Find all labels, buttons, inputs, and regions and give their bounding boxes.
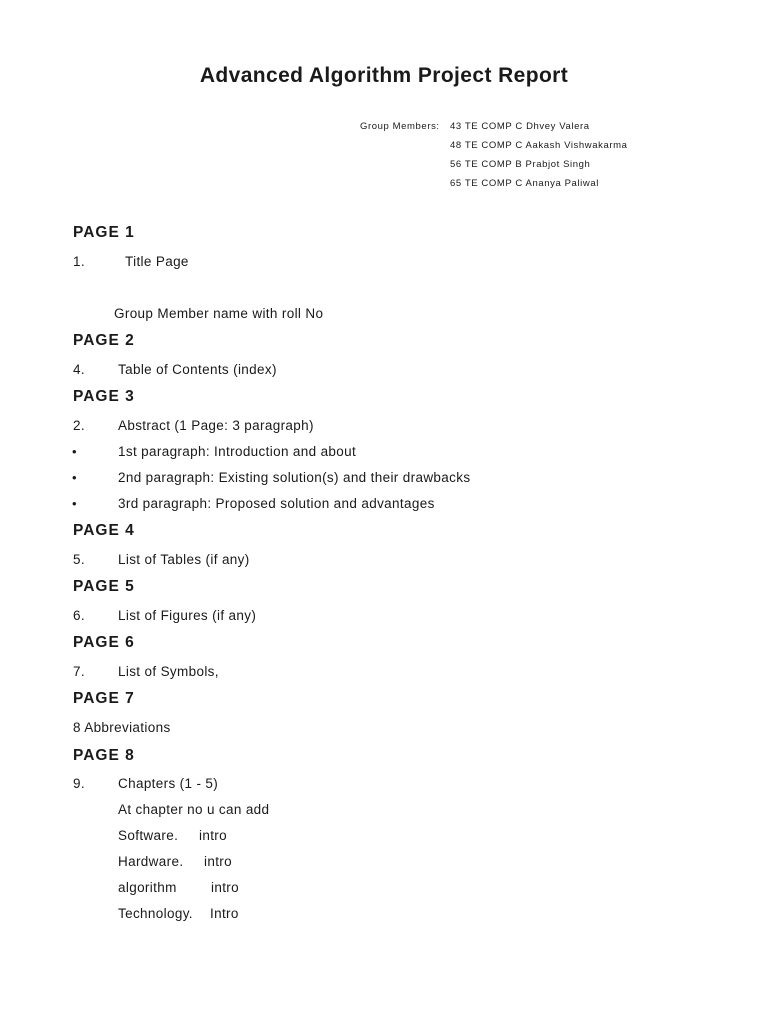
chapter-item-name: Technology. [118, 906, 193, 921]
section-heading-page-4: PAGE 4 [73, 522, 135, 539]
item-text: List of Symbols, [118, 664, 219, 679]
item-text: List of Tables (if any) [118, 552, 250, 567]
section-heading-page-2: PAGE 2 [73, 332, 135, 349]
item-text: Abstract (1 Page: 3 paragraph) [118, 418, 314, 433]
item-number: 4. [73, 362, 85, 377]
group-member-2: 48 TE COMP C Aakash Vishwakarma [450, 140, 628, 151]
bullet-icon: • [72, 496, 77, 511]
section-heading-page-1: PAGE 1 [73, 224, 135, 241]
item-text: 8 Abbreviations [73, 720, 171, 735]
page-title: Advanced Algorithm Project Report [199, 64, 569, 87]
bullet-icon: • [72, 470, 77, 485]
section-heading-page-5: PAGE 5 [73, 578, 135, 595]
bullet-icon: • [72, 444, 77, 459]
section-heading-page-8: PAGE 8 [73, 747, 135, 764]
section-heading-page-3: PAGE 3 [73, 388, 135, 405]
item-number: 7. [73, 664, 85, 679]
item-number: 5. [73, 552, 85, 567]
group-members-label: Group Members: [360, 121, 440, 132]
item-text: List of Figures (if any) [118, 608, 257, 623]
chapter-item-desc: intro [204, 854, 233, 869]
chapter-item-name: Hardware. [118, 854, 184, 869]
item-subtext: Group Member name with roll No [114, 306, 324, 321]
group-member-1: 43 TE COMP C Dhvey Valera [450, 121, 590, 132]
bullet-text: 3rd paragraph: Proposed solution and advantages [118, 496, 435, 511]
bullet-text: 2nd paragraph: Existing solution(s) and their drawbacks [118, 470, 471, 485]
item-number: 6. [73, 608, 85, 623]
item-number: 9. [73, 776, 85, 791]
chapter-item-desc: intro [199, 828, 228, 843]
item-number: 1. [73, 254, 85, 269]
item-number: 2. [73, 418, 85, 433]
chapter-note: At chapter no u can add [118, 802, 270, 817]
chapter-item-desc: intro [211, 880, 240, 895]
bullet-text: 1st paragraph: Introduction and about [118, 444, 357, 459]
group-member-3: 56 TE COMP B Prabjot Singh [450, 159, 591, 170]
item-text: Chapters (1 - 5) [118, 776, 219, 791]
chapter-item-name: algorithm [118, 880, 177, 895]
chapter-item-desc: Intro [210, 906, 239, 921]
item-text: Table of Contents (index) [118, 362, 277, 377]
group-member-4: 65 TE COMP C Ananya Paliwal [450, 178, 599, 189]
section-heading-page-7: PAGE 7 [73, 690, 135, 707]
section-heading-page-6: PAGE 6 [73, 634, 135, 651]
chapter-item-name: Software. [118, 828, 179, 843]
item-text: Title Page [125, 254, 189, 269]
